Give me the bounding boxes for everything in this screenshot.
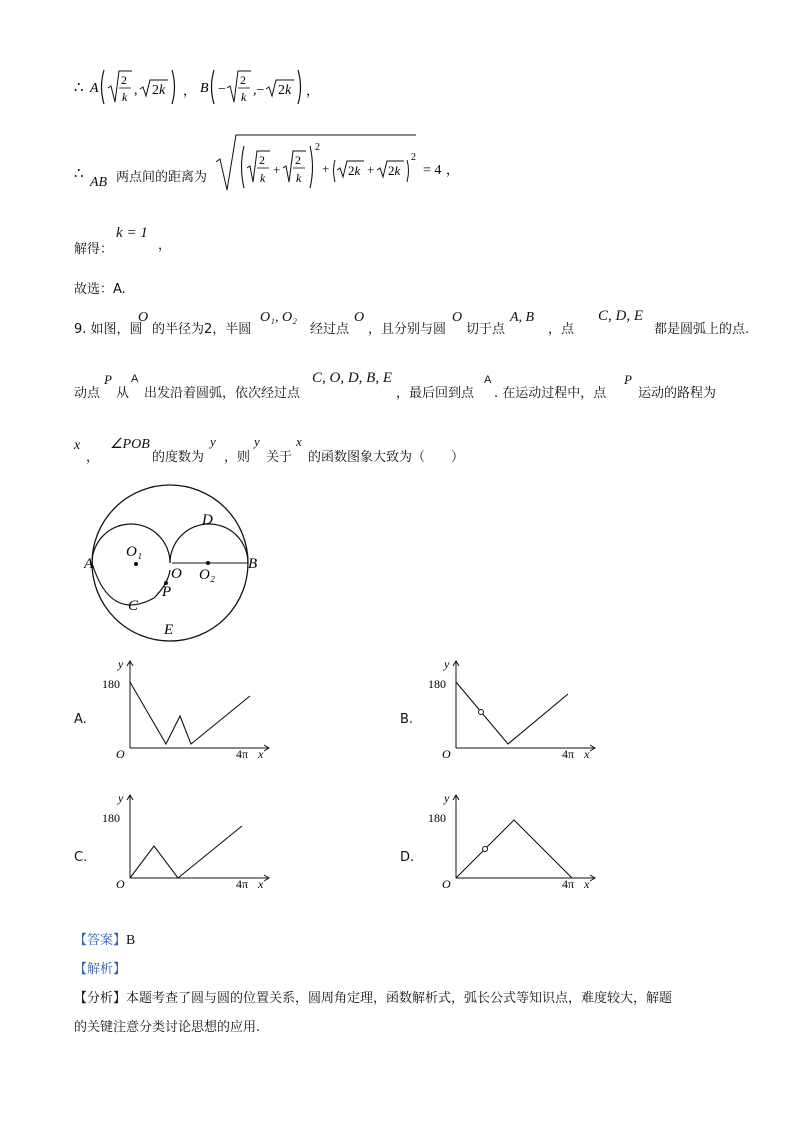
- center-o2-dot: [206, 561, 210, 565]
- question-9-line-2: [74, 370, 764, 400]
- variable-y: y: [210, 434, 216, 449]
- open-point: [483, 847, 488, 852]
- svg-text:2k: 2k: [152, 83, 166, 98]
- x-axis-label: x: [584, 747, 590, 761]
- q9-radius-text: 的半径为2，半圆: [152, 322, 252, 337]
- solve-prefix: 解得：: [74, 242, 114, 257]
- curve: [456, 682, 568, 744]
- q9-passes-text: 经过点: [310, 322, 350, 337]
- option-d-graph[interactable]: [426, 790, 606, 900]
- option-b-label[interactable]: B.: [400, 712, 414, 727]
- label-d: D: [202, 512, 213, 528]
- svg-text:,: ,: [134, 83, 138, 98]
- svg-text:2: 2: [411, 152, 416, 163]
- x-axis-label: x: [258, 747, 264, 761]
- y-axis-label: y: [444, 657, 450, 671]
- q9-graph-text: 的函数图象大致为（ ）: [308, 450, 465, 465]
- x-tick-4pi: 4π: [562, 877, 575, 891]
- answer-tag: 【答案】: [74, 933, 127, 948]
- y-axis-label: y: [118, 791, 124, 805]
- q9-tangent-points-text: 切于点: [466, 322, 506, 337]
- therefore-symbol: ∴: [74, 80, 84, 96]
- q9-along-arc-text: 出发沿着圆弧，依次经过点: [144, 386, 301, 401]
- k-equals-one: k = 1: [116, 225, 148, 241]
- q9-comma: ，: [86, 450, 100, 465]
- svg-text:k: k: [296, 171, 302, 185]
- q9-moving-point-text: 动点: [74, 386, 101, 401]
- q9-points-text: ，点: [548, 322, 575, 337]
- point-a-label: A: [90, 81, 99, 96]
- curve: [130, 682, 250, 744]
- option-d-label[interactable]: D.: [400, 850, 415, 865]
- variable-y-2: y: [254, 434, 260, 449]
- label-o: O: [171, 566, 182, 582]
- q9-then-text: ，则: [224, 450, 251, 465]
- distance-formula: [216, 132, 460, 192]
- svg-text:2: 2: [240, 73, 246, 87]
- solution-line-3: [74, 222, 214, 258]
- open-point: [479, 710, 484, 715]
- circle-o-label: O: [138, 310, 149, 325]
- svg-text:2k: 2k: [348, 163, 361, 178]
- option-c-label[interactable]: C.: [74, 850, 88, 865]
- label-a: A: [84, 556, 94, 572]
- q9-from-text: 从: [116, 386, 130, 401]
- arc-points: C, D, E: [598, 308, 643, 324]
- choice-selected-line: 故选：A.: [74, 282, 126, 297]
- answer-line: [74, 929, 135, 949]
- q9-tangent-text: ，且分别与圆: [368, 322, 447, 337]
- label-o2: O₂: [199, 567, 216, 583]
- q9-arc-text: 都是圆弧上的点.: [654, 322, 750, 337]
- origin-label: O: [116, 747, 125, 761]
- svg-text:2: 2: [121, 73, 127, 87]
- option-a-label[interactable]: A.: [74, 712, 87, 727]
- q9-intro: 9. 如图，圆: [74, 322, 143, 337]
- y-tick-180: 180: [102, 811, 120, 825]
- svg-text:+: +: [322, 161, 330, 176]
- svg-text:k: k: [241, 90, 247, 104]
- x-tick-4pi: 4π: [236, 747, 249, 761]
- curve: [456, 820, 572, 878]
- line-end-comma: ，: [446, 162, 460, 177]
- point-p-label-2: P: [624, 372, 632, 387]
- tangent-points: A, B: [510, 310, 535, 325]
- solution-line-2: [74, 132, 474, 192]
- svg-text:+: +: [367, 162, 375, 177]
- variable-x-2: x: [296, 434, 302, 449]
- svg-text:−: −: [218, 82, 226, 97]
- option-c-graph[interactable]: [100, 790, 280, 900]
- y-axis-label: y: [118, 657, 124, 671]
- variable-x: x: [74, 438, 81, 453]
- label-c: C: [128, 598, 139, 614]
- x-tick-4pi: 4π: [562, 747, 575, 761]
- x-axis-label: x: [584, 877, 590, 891]
- q9-return-text: ，最后回到点: [396, 386, 475, 401]
- option-b-graph[interactable]: [426, 654, 606, 764]
- path-points: C, O, D, B, E: [312, 370, 392, 386]
- q9-about-text: 关于: [266, 450, 293, 465]
- label-o1: O₁: [126, 544, 143, 560]
- svg-text:+: +: [273, 162, 281, 177]
- fenxi-line-2: 的关键注意分类讨论思想的应用.: [74, 1020, 261, 1035]
- point-p-label: P: [104, 372, 112, 387]
- line-end-comma: ，: [158, 238, 172, 253]
- y-tick-180: 180: [102, 677, 120, 691]
- start-point-a: A: [131, 373, 139, 385]
- svg-text:2: 2: [259, 153, 265, 167]
- option-a-graph[interactable]: [100, 654, 280, 764]
- x-tick-4pi: 4π: [236, 877, 249, 891]
- point-o-label: O: [354, 310, 365, 325]
- distance-text: 两点间的距离为: [116, 170, 208, 185]
- svg-text:2k: 2k: [388, 163, 401, 178]
- solution-line-1: [74, 62, 334, 112]
- origin-label: O: [116, 877, 125, 891]
- label-b: B: [248, 556, 258, 572]
- analysis-tag: 【解析】: [74, 962, 127, 977]
- question-9-line-3: [74, 432, 764, 465]
- fenxi-tag: 【分析】: [74, 991, 127, 1006]
- semicircle-centers: O₁, O₂: [260, 310, 297, 325]
- question-9-line-1: [74, 308, 764, 338]
- point-b-label: B: [200, 81, 209, 96]
- line-end-comma: ，: [306, 83, 320, 98]
- svg-text:2: 2: [315, 142, 320, 153]
- circle-o-label-2: O: [452, 310, 463, 325]
- therefore-symbol: ∴: [74, 166, 84, 182]
- end-point-a: A: [484, 374, 492, 386]
- q9-degree-text: 的度数为: [152, 450, 205, 465]
- segment-ab: AB: [90, 175, 108, 190]
- angle-pob: ∠POB: [110, 437, 150, 452]
- separator-comma: ，: [183, 83, 197, 98]
- y-tick-180: 180: [428, 811, 446, 825]
- label-e: E: [164, 622, 174, 638]
- point-coordinates-formula: [88, 62, 328, 112]
- svg-text:2: 2: [295, 153, 301, 167]
- svg-text:k: k: [122, 90, 128, 104]
- origin-label: O: [442, 747, 451, 761]
- fenxi-line-1: [74, 987, 672, 1006]
- svg-text:2k: 2k: [278, 83, 292, 98]
- curve: [130, 826, 242, 878]
- center-o1-dot: [134, 562, 138, 566]
- equals-four: = 4: [423, 163, 442, 178]
- fenxi-text-1: 本题考查了圆与圆的位置关系，圆周角定理，函数解析式，弧长公式等知识点，难度较大，解题: [126, 991, 673, 1006]
- q9-motion-text: . 在运动过程中，点: [494, 386, 607, 401]
- svg-text:k: k: [260, 171, 266, 185]
- y-tick-180: 180: [428, 677, 446, 691]
- answer-value: B: [126, 933, 136, 948]
- label-p: P: [162, 584, 172, 600]
- circle-figure: [80, 480, 280, 650]
- svg-text:,−: ,−: [253, 83, 265, 98]
- q9-distance-text: 运动的路程为: [638, 386, 717, 401]
- semicircle-o2: [170, 524, 248, 563]
- origin-label: O: [442, 877, 451, 891]
- y-axis-label: y: [444, 791, 450, 805]
- x-axis-label: x: [258, 877, 264, 891]
